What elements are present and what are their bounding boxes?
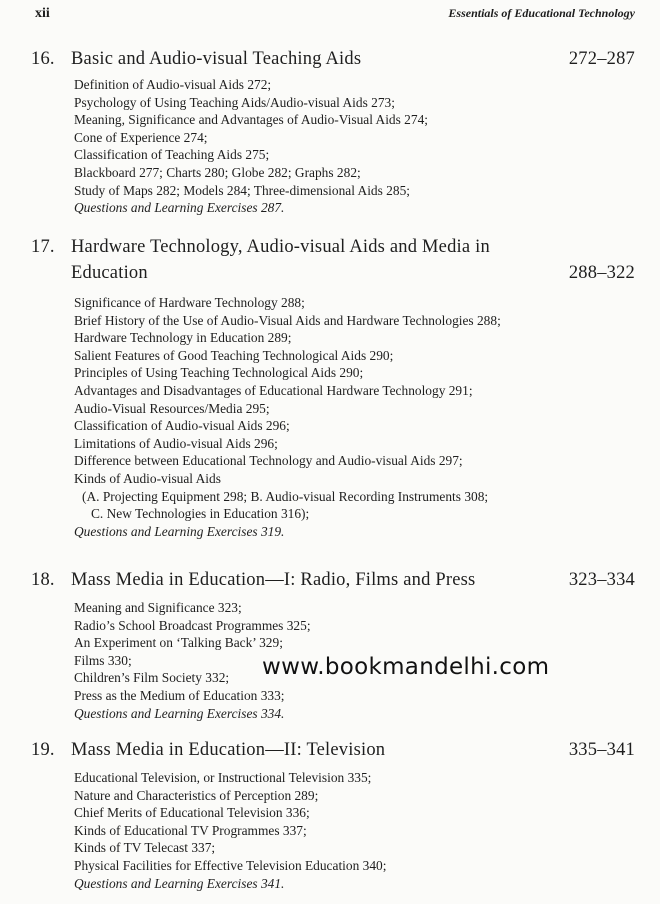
chapter-number: 16. [31, 49, 55, 69]
chapter-heading [31, 567, 635, 593]
chapter-number: 17. [31, 237, 55, 257]
topic-item: Classification of Audio-visual Aids 296; [74, 418, 290, 434]
page-number: xii [35, 6, 50, 21]
chapter-number: 19. [31, 740, 55, 760]
topic-item: Brief History of the Use of Audio-Visual Aids and Hardware Technologies 288; [74, 312, 501, 328]
topic-item: Educational Television, or Instructional Television 335; [74, 770, 372, 785]
topic-item: Kinds of Audio-visual Aids [74, 470, 221, 486]
topic-item: Advantages and Disadvantages of Educational Hardware Technology 291; [74, 382, 473, 398]
chapter-heading [31, 234, 635, 286]
chapter-title: Mass Media in Education—I: Radio, Films and Press [71, 570, 476, 590]
chapter-heading [31, 737, 635, 763]
chapter-title: Basic and Audio-visual Teaching Aids [71, 49, 362, 69]
topic-list [74, 294, 635, 540]
topic-item: Psychology of Using Teaching Aids/Audio-visual Aids 273; [74, 94, 395, 110]
topic-item: Physical Facilities for Effective Television Education 340; [74, 857, 387, 873]
exercise-item: Questions and Learning Exercises 341. [74, 875, 285, 891]
topic-item: Chief Merits of Educational Television 336; [74, 805, 310, 821]
topic-item: Classification of Teaching Aids 275; [74, 147, 270, 163]
topic-item: Press as the Medium of Education 333; [74, 687, 285, 703]
book-title: Essentials of Educational Technology [448, 6, 635, 20]
topic-item: Difference between Educational Technology and Audio-visual Aids 297; [74, 453, 463, 469]
running-header [35, 6, 635, 26]
topic-list [74, 769, 635, 892]
chapter-page-range: 335–341 [568, 740, 635, 760]
exercise-item: Questions and Learning Exercises 319. [74, 523, 285, 539]
topic-item: Films 330; [74, 652, 132, 668]
chapter-page-range: 288–322 [568, 263, 635, 283]
watermark: www.bookmandelhi.com [262, 654, 550, 680]
topic-item: Hardware Technology in Education 289; [74, 330, 292, 346]
chapter-page-range: 323–334 [568, 570, 635, 590]
topic-item: Kinds of Educational TV Programmes 337; [74, 822, 307, 838]
chapter-page-range: 272–287 [568, 49, 635, 69]
topic-item: Nature and Characteristics of Perception 289; [74, 787, 319, 803]
topic-item: Blackboard 277; Charts 280; Globe 282; Graphs 282; [74, 164, 361, 180]
topic-item: An Experiment on ‘Talking Back’ 329; [74, 635, 283, 651]
sub-topic-item: (A. Projecting Equipment 298; B. Audio-visual Recording Instruments 308; [82, 488, 489, 504]
topic-item: Audio-Visual Resources/Media 295; [74, 400, 270, 416]
chapter-title: Hardware Technology, Audio-visual Aids and Media in Education [71, 237, 490, 283]
topic-item: Principles of Using Teaching Technological Aids 290; [74, 365, 364, 381]
topic-item: Limitations of Audio-visual Aids 296; [74, 435, 278, 451]
chapter-18 [31, 567, 635, 722]
exercise-item: Questions and Learning Exercises 334. [74, 705, 285, 721]
chapter-heading [31, 46, 635, 72]
topic-item: Meaning, Significance and Advantages of Audio-Visual Aids 274; [74, 112, 428, 128]
chapter-17 [31, 234, 635, 540]
exercise-item: Questions and Learning Exercises 287. [74, 200, 285, 216]
topic-item: Meaning and Significance 323; [74, 600, 242, 615]
sub-topic-item: C. New Technologies in Education 316); [91, 506, 310, 522]
topic-item: Cone of Experience 274; [74, 129, 208, 145]
topic-item: Significance of Hardware Technology 288; [74, 295, 305, 310]
topic-item: Definition of Audio-visual Aids 272; [74, 77, 272, 92]
chapter-19 [31, 737, 635, 892]
chapter-number: 18. [31, 570, 55, 590]
topic-item: Kinds of TV Telecast 337; [74, 840, 216, 856]
topic-item: Radio’s School Broadcast Programmes 325; [74, 617, 311, 633]
topic-list [74, 76, 635, 217]
chapter-title: Mass Media in Education—II: Television [71, 740, 386, 760]
topic-item: Study of Maps 282; Models 284; Three-dimensional Aids 285; [74, 182, 410, 198]
topic-item: Children’s Film Society 332; [74, 670, 230, 686]
chapter-16 [31, 46, 635, 217]
topic-item: Salient Features of Good Teaching Technological Aids 290; [74, 347, 394, 363]
